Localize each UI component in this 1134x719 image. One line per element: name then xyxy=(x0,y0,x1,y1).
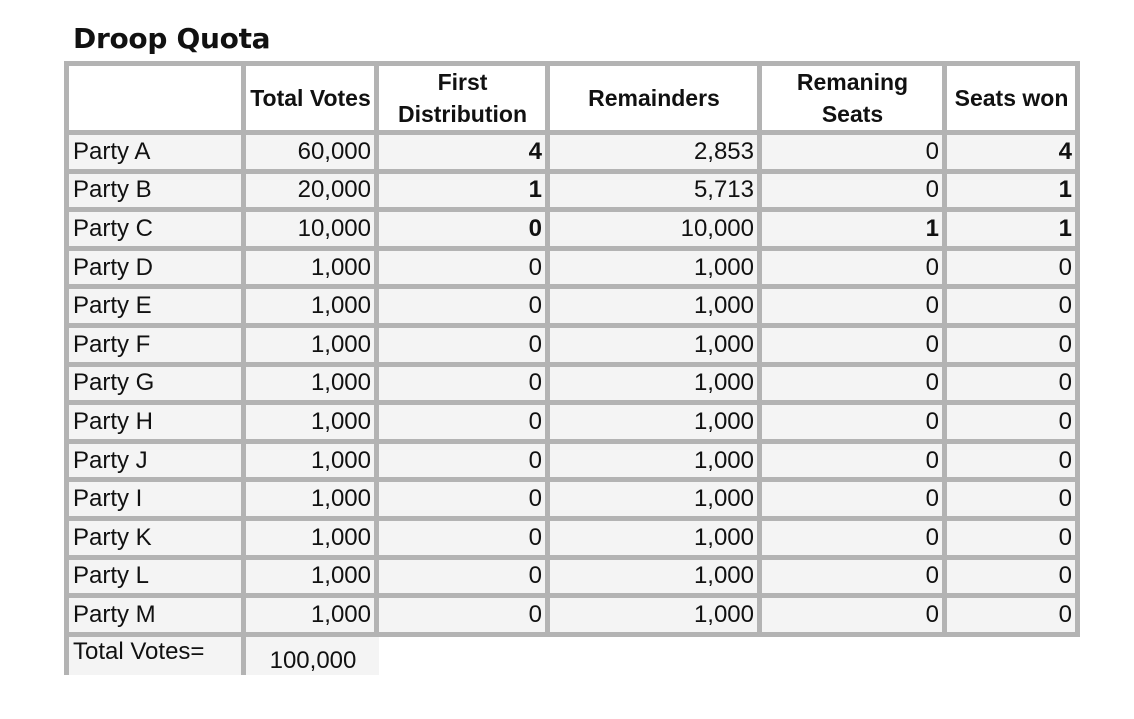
table-row xyxy=(64,482,1080,521)
seats-won-cell: 0 xyxy=(947,560,1080,599)
remaining-seats-cell: 0 xyxy=(762,174,947,213)
total-votes-cell: 1,000 xyxy=(246,598,379,637)
party-name-cell: Party C xyxy=(64,212,246,251)
first-distribution-cell: 1 xyxy=(379,174,550,213)
remaining-seats-cell: 1 xyxy=(762,212,947,251)
party-name-cell: Party F xyxy=(64,328,246,367)
party-name-cell: Party H xyxy=(64,405,246,444)
remaining-seats-cell: 0 xyxy=(762,135,947,174)
total-votes-cell: 1,000 xyxy=(246,444,379,483)
remainder-cell: 1,000 xyxy=(550,482,762,521)
seats-won-cell: 0 xyxy=(947,405,1080,444)
remainder-cell: 1,000 xyxy=(550,251,762,290)
header-total-votes: Total Votes xyxy=(246,61,379,135)
table-row xyxy=(64,367,1080,406)
total-votes-cell: 1,000 xyxy=(246,328,379,367)
remaining-seats-cell: 0 xyxy=(762,328,947,367)
total-votes-label: Total Votes= xyxy=(64,637,246,676)
table-row xyxy=(64,174,1080,213)
party-name-cell: Party D xyxy=(64,251,246,290)
remainder-cell: 10,000 xyxy=(550,212,762,251)
remainder-cell: 1,000 xyxy=(550,405,762,444)
total-votes-cell: 20,000 xyxy=(246,174,379,213)
party-name-cell: Party I xyxy=(64,482,246,521)
first-distribution-cell: 0 xyxy=(379,521,550,560)
table-row xyxy=(64,444,1080,483)
table-row xyxy=(64,289,1080,328)
empty-cell xyxy=(947,637,1080,676)
first-distribution-cell: 0 xyxy=(379,444,550,483)
first-distribution-cell: 0 xyxy=(379,598,550,637)
total-votes-cell: 1,000 xyxy=(246,521,379,560)
first-distribution-cell: 0 xyxy=(379,482,550,521)
first-distribution-cell: 0 xyxy=(379,212,550,251)
remainder-cell: 5,713 xyxy=(550,174,762,213)
header-first-distribution: First Distribution xyxy=(379,61,550,135)
total-votes-cell: 1,000 xyxy=(246,482,379,521)
header-seats-won: Seats won xyxy=(947,61,1080,135)
remaining-seats-cell: 0 xyxy=(762,444,947,483)
remainder-cell: 1,000 xyxy=(550,521,762,560)
total-votes-cell: 1,000 xyxy=(246,367,379,406)
seats-won-cell: 0 xyxy=(947,251,1080,290)
header-remaining-seats: Remaning Seats xyxy=(762,61,947,135)
table-row xyxy=(64,212,1080,251)
remaining-seats-cell: 0 xyxy=(762,482,947,521)
header-row xyxy=(64,61,1080,135)
party-name-cell: Party L xyxy=(64,560,246,599)
remaining-seats-cell: 0 xyxy=(762,521,947,560)
first-distribution-cell: 0 xyxy=(379,560,550,599)
total-row xyxy=(64,637,1080,676)
first-distribution-cell: 0 xyxy=(379,405,550,444)
total-votes-cell: 1,000 xyxy=(246,251,379,290)
seats-won-cell: 0 xyxy=(947,598,1080,637)
party-name-cell: Party K xyxy=(64,521,246,560)
party-name-cell: Party M xyxy=(64,598,246,637)
party-name-cell: Party E xyxy=(64,289,246,328)
remaining-seats-cell: 0 xyxy=(762,598,947,637)
remaining-seats-cell: 0 xyxy=(762,560,947,599)
first-distribution-cell: 0 xyxy=(379,328,550,367)
party-name-cell: Party J xyxy=(64,444,246,483)
party-name-cell: Party A xyxy=(64,135,246,174)
table-row xyxy=(64,251,1080,290)
seats-won-cell: 0 xyxy=(947,521,1080,560)
total-votes-cell: 10,000 xyxy=(246,212,379,251)
remaining-seats-cell: 0 xyxy=(762,251,947,290)
total-votes-cell: 1,000 xyxy=(246,560,379,599)
remainder-cell: 1,000 xyxy=(550,328,762,367)
seats-won-cell: 0 xyxy=(947,367,1080,406)
seats-won-cell: 0 xyxy=(947,328,1080,367)
remainder-cell: 1,000 xyxy=(550,444,762,483)
table-row xyxy=(64,328,1080,367)
remainder-cell: 1,000 xyxy=(550,289,762,328)
total-votes-cell: 1,000 xyxy=(246,405,379,444)
first-distribution-cell: 4 xyxy=(379,135,550,174)
remaining-seats-cell: 0 xyxy=(762,289,947,328)
seats-won-cell: 0 xyxy=(947,289,1080,328)
first-distribution-cell: 0 xyxy=(379,251,550,290)
seats-won-cell: 4 xyxy=(947,135,1080,174)
remainder-cell: 1,000 xyxy=(550,598,762,637)
table-row xyxy=(64,560,1080,599)
table-row xyxy=(64,135,1080,174)
remaining-seats-cell: 0 xyxy=(762,367,947,406)
table-row xyxy=(64,598,1080,637)
first-distribution-cell: 0 xyxy=(379,289,550,328)
seats-won-cell: 1 xyxy=(947,212,1080,251)
remainder-cell: 1,000 xyxy=(550,560,762,599)
empty-cell xyxy=(762,637,947,676)
party-name-cell: Party G xyxy=(64,367,246,406)
remaining-seats-cell: 0 xyxy=(762,405,947,444)
seats-won-cell: 0 xyxy=(947,444,1080,483)
seats-won-cell: 0 xyxy=(947,482,1080,521)
party-name-cell: Party B xyxy=(64,174,246,213)
seats-won-cell: 1 xyxy=(947,174,1080,213)
header-remainders: Remainders xyxy=(550,61,762,135)
droop-quota-table xyxy=(64,61,1080,675)
total-votes-cell: 60,000 xyxy=(246,135,379,174)
remainder-cell: 1,000 xyxy=(550,367,762,406)
table-row xyxy=(64,405,1080,444)
total-votes-cell: 1,000 xyxy=(246,289,379,328)
header-party xyxy=(64,61,246,135)
page-title: Droop Quota xyxy=(73,22,271,55)
remainder-cell: 2,853 xyxy=(550,135,762,174)
table-row xyxy=(64,521,1080,560)
empty-cell xyxy=(379,637,550,676)
total-votes-value: 100,000 xyxy=(246,637,379,676)
empty-cell xyxy=(550,637,762,676)
first-distribution-cell: 0 xyxy=(379,367,550,406)
